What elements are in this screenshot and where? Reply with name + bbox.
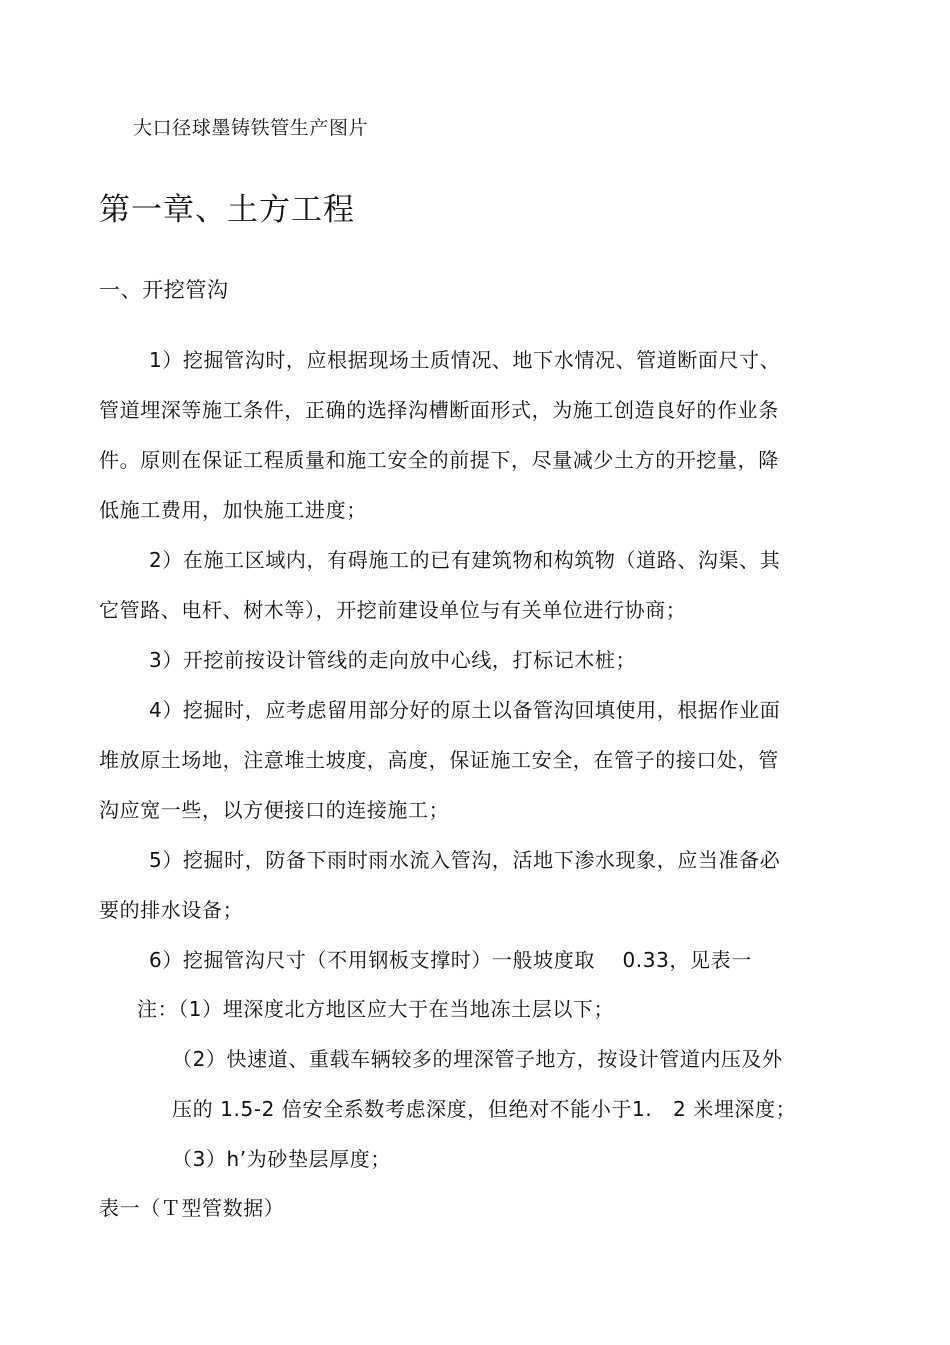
paragraph-line: 2）在施工区域内，有碍施工的已有建筑物和构筑物（道路、沟渠、其	[149, 548, 781, 572]
paragraph-line: 堆放原土场地，注意堆土坡度，高度，保证施工安全，在管子的接口处，管	[99, 748, 779, 772]
paragraph-line: 4）挖掘时，应考虑留用部分好的原土以备管沟回填使用，根据作业面	[149, 698, 781, 722]
paragraph-line: 管道埋深等施工条件，正确的选择沟槽断面形式，为施工创造良好的作业条	[99, 398, 779, 422]
paragraph-line: 3）开挖前按设计管线的走向放中心线，打标记木桩；	[149, 648, 637, 672]
note-line: 压的 1.5-2 倍安全系数考虑深度，但绝对不能小于1. 2 米埋深度；	[172, 1097, 797, 1121]
chapter-title: 第一章、土方工程	[99, 192, 355, 228]
paragraph-line: 低施工费用，加快施工进度；	[99, 498, 367, 522]
note-line: （2）快速道、重载车辆较多的埋深管子地方，按设计管道内压及外	[172, 1047, 783, 1071]
table-caption: 表一（Ｔ型管数据）	[99, 1196, 285, 1220]
note-3: （3）h’为砂垫层厚度；	[172, 1147, 391, 1171]
paragraph-line: 沟应宽一些，以方便接口的连接施工；	[99, 798, 450, 822]
paragraph-line: 1）挖掘管沟时，应根据现场土质情况、地下水情况、管道断面尺寸、	[149, 348, 781, 372]
section-title: 一、开挖管沟	[99, 278, 229, 302]
paragraph-line: 件。原则在保证工程质量和施工安全的前提下，尽量减少土方的开挖量，降	[99, 448, 779, 472]
paragraph-line: 要的排水设备；	[99, 898, 244, 922]
paragraph-line: 它管路、电杆、树木等），开挖前建设单位与有关单位进行协商；	[99, 598, 687, 622]
note-1: 注：（1）埋深度北方地区应大于在当地冻土层以下；	[137, 997, 615, 1021]
paragraph-line: 6）挖掘管沟尺寸（不用钢板支撑时）一般坡度取 0.33，见表一	[149, 948, 752, 972]
caption: 大口径球墨铸铁管生产图片	[133, 117, 369, 139]
paragraph-line: 5）挖掘时，防备下雨时雨水流入管沟，活地下渗水现象，应当准备必	[149, 848, 781, 872]
